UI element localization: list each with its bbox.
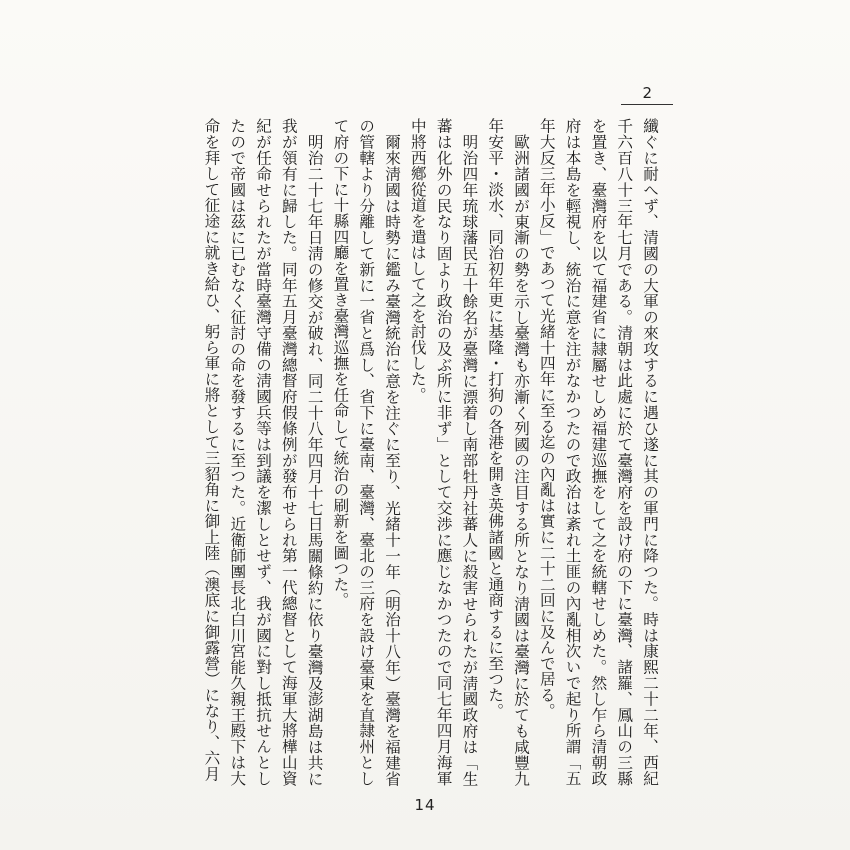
header-rule — [621, 104, 673, 105]
page-number: 14 — [414, 796, 436, 814]
paragraph-1: 纖ぐに耐へず、清國の大軍の來攻するに遇ひ遂に其の軍門に降つた。時は康熙二十二年、西紀千六百八十三年七月である。清朝は此處に於て臺灣府を設け府の下に臺灣、諸羅、鳳山の三縣を置き、臺灣府を以て福建省に隷屬せしめ福建巡撫をして之を統轄せしめた。然し乍ら清朝政府は本島を輕視し、統治に意を注がなかつたので政治は紊れ土匪の內亂相次いで起り所謂「五年大反三年小反」であつて光緒十四年に至る迄の內亂は實に二十二回に及んで居る。 — [537, 118, 659, 786]
section-number: 2 — [642, 84, 652, 102]
paragraph-4: 爾來淸國は時勢に鑑み臺灣統治に意を注ぐに至り、光緒十一年（明治十八年）臺灣を福建省の管轄より分離して新に一省と爲し、省下に臺南、臺灣、臺北の三府を設け臺東を直隷州として府の下に十縣四廳を置き臺灣巡撫を任命して統治の刷新を圖つた。 — [331, 118, 402, 786]
paragraph-2: 歐洲諸國が東漸の勢を示し臺灣も亦漸く列國の注目する所となり淸國は臺灣に於ても咸豐九年安平・淡水、同治初年更に基隆・打狗の各港を開き英佛諸國と通商するに至つた。 — [486, 118, 531, 786]
paragraph-5: 明治二十七年日淸の修交が破れ、同二十八年四月十七日馬關條約に依り臺灣及澎湖島は共に我が領有に歸した。同年五月臺灣總督府假條例が發布せられ第一代總督として海軍大將樺山資紀が任命せられたが當時臺灣守備の淸國兵等は到議を潔しとせず、我が國に對し抵抗せんとしたので帝國は茲に已むなく征討の命を發するに至つた。近衛師團長北白川宮能久親王殿下は大命を拜して征途に就き給ひ、躬ら軍に將として三貂角に御上陸（澳底に御露營）になり、六月 — [202, 118, 324, 786]
vertical-body-text — [202, 118, 662, 786]
paragraph-3: 明治四年琉球藩民五十餘名が臺灣に漂着し南部牡丹社蕃人に殺害せられたが淸國政府は「生蕃は化外の民なり固より政治の及ぶ所に非ず」として交渉に應じなかつたので同七年四月海軍中將西鄕從道を遣はして之を討伐した。 — [408, 118, 479, 786]
